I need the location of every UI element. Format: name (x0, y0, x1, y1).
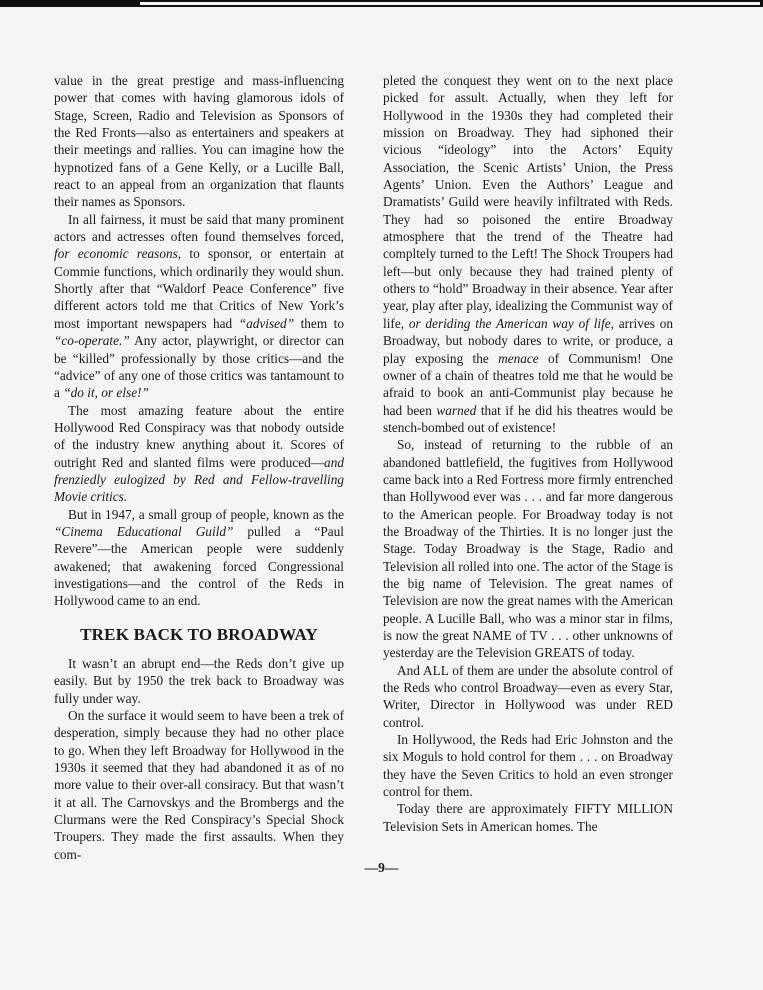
italic-text: and frenziedly eulogized by Red and Fellow-travelling Movie critics. (54, 454, 344, 505)
text-run: arrives on Broadway, but nobody dares to write, or produce, a play exposing the (383, 315, 674, 366)
paragraph: In Hollywood, the Reds had Eric Johnston and the six Moguls to hold control for them . . . on Broadway they have the Seven Critics to hold an even stronger control for them. (383, 732, 673, 800)
text-run: In all fairness, it must be said that many prominent actors and actresses often found themselves forced, (54, 211, 344, 245)
paragraph: value in the great prestige and mass-influencing power that comes with having glamorous idols of Stage, Screen, Radio and Television as Sponsors of the Red Fronts—also as entertainers and speakers at their meetings and rallies. You can imagine how the hypnotized fans of a Gene Kelly, or a Lucille Ball, react to an appeal from an organization that flaunts their names as Sponsors. (54, 73, 344, 210)
text-run: them to (294, 315, 344, 331)
left-column (54, 72, 344, 863)
text-run: Any actor, playwright, or director can be “killed” professionally by those critics—and the “advice” of any one of those critics was tantamount to a (54, 333, 344, 401)
section-heading: TREK BACK TO BROADWAY (80, 624, 318, 644)
italic-text: for economic reasons, (54, 246, 182, 262)
paragraph: It wasn’t an abrupt end—the Reds don’t give up easily. But by 1950 the trek back to Broadway was fully under way. (54, 656, 344, 706)
text-run: pleted the conquest they went on to the next place picked for assult. Actually, when they left for Hollywood in the 1930s they had completed their mission on Broadway. They had siphoned their vicious “ideology” into the Actors’ Equity Association, the Scenic Artists’ Union, the Press Agents’ Union. Even the Authors’ League and Dramatists’ Guild were heavily infiltrated with Reds. They had so poisoned the entire Broadway atmosphere that the trend of the Theatre had compltely turned to the Left! The Shock Troupers had left—but only because they had trained plenty of others to “hold” Broadway in their absence. Year after year, play after play, idealizing the Communist way of life, (383, 73, 673, 331)
text-run: But in 1947, a small group of people, known as the (68, 506, 344, 522)
italic-text: “advised” (238, 315, 295, 331)
paragraph (54, 402, 344, 506)
text-run: of Communism! One owner of a chain of theatres told me that he would be afraid to book an anti-Communist play because he had been (383, 350, 674, 418)
paragraph (383, 72, 673, 436)
text-run: pulled a “Paul Revere”—the American people were suddenly awakened; that awakening forced Congressional investigations—and the control of the Reds in Hollywood came to an end. (54, 523, 344, 609)
italic-text: “co-operate.” (54, 333, 130, 349)
italic-text: “Cinema Educational Guild” (54, 523, 234, 539)
italic-text: or deriding the American way of life, (408, 315, 615, 331)
paragraph: Today there are approximately FIFTY MILLION Television Sets in American homes. The (383, 801, 673, 834)
paragraph: On the surface it would seem to have been a trek of desperation, simply because they had no other place to go. When they left Broadway for Hollywood in the 1930s it seemed that they had abandoned it as of no more value to their over-all consiracy. But that wasn’t it at all. The Carnovskys and the Brombergs and the Clurmans were the Red Conspiracy’s Special Shock Troupers. They made the first assaults. When they com- (54, 708, 344, 862)
paragraph: So, instead of returning to the rubble of an abandoned battlefield, the fugitives from Hollywood came back into a Red Fortress more firmly entrenched than Hollywood ever was . . . and far more dangerous to the American people. For Broadway today is not the Broadway of the Thirties. It is no longer just the Stage. Today Broadway is the Stage, Radio and Television all rolled into one. The actor of the Stage is the big name of Television. The great names of Television are now the great names with the American people. A Lucille Ball, who was a minor star in films, is now the great NAME of TV . . . other unknowns of yesterday are the Television GREATS of today. (383, 437, 673, 661)
italic-text: menace (498, 350, 539, 366)
paragraph (54, 506, 344, 610)
paragraph: And ALL of them are under the absolute control of the Reds who control Broadway—even as every Star, Writer, Director in Hollywood was under RED control. (383, 662, 673, 730)
right-column (383, 72, 673, 835)
italic-text: warned (436, 402, 477, 418)
text-run: The most amazing feature about the entire Hollywood Red Conspiracy was that nobody outside of the industry knew anything about it. Scores of outright Red and slanted films were produced— (54, 402, 344, 470)
top-border-gap (140, 2, 760, 5)
paragraph (54, 211, 344, 402)
italic-text: “do it, or else!” (63, 385, 149, 401)
text-run: that if he did his theatres would be stench-bombed out of existence! (383, 402, 673, 435)
page-number: —9— (364, 860, 399, 875)
text-run: to sponsor, or entertain at Commie functions, which ordinarily they would shun. Shortly after that “Waldorf Peace Conference” five different actors told me that Critics of New York’s most important newspapers had (54, 246, 344, 331)
